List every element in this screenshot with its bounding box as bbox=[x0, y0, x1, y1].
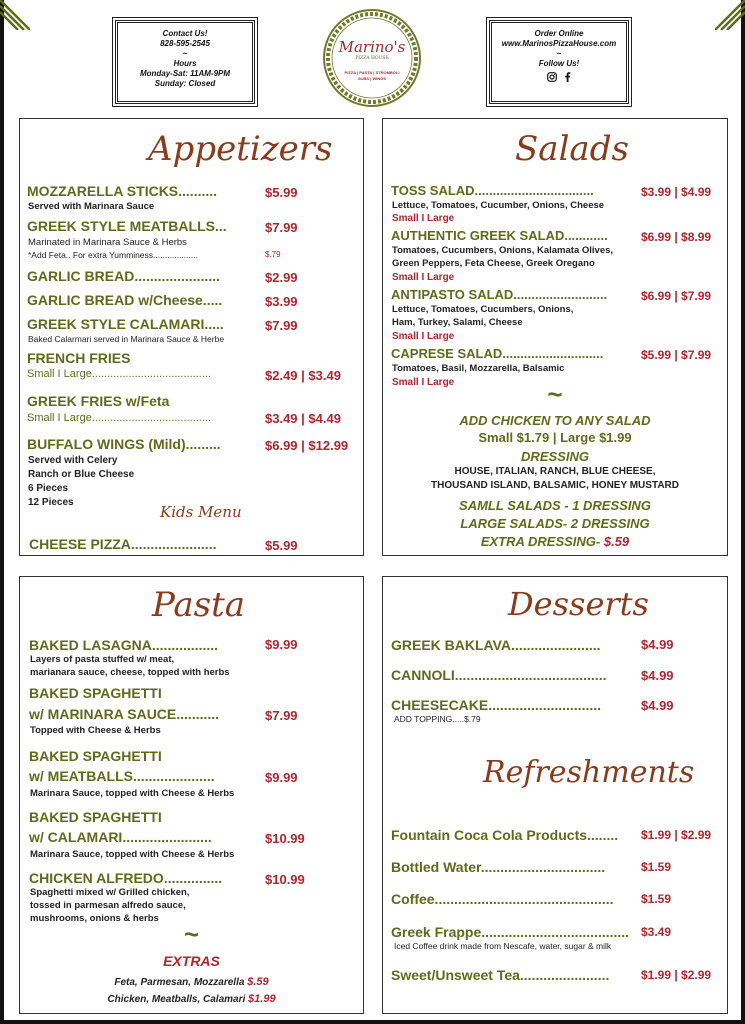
menu-item-name: Fountain Coca Cola Products........ bbox=[391, 827, 619, 843]
pasta-title: Pasta bbox=[152, 585, 246, 625]
extra-dressing bbox=[383, 534, 727, 549]
facebook-icon[interactable] bbox=[564, 72, 571, 82]
menu-item-desc: 12 Pieces bbox=[28, 497, 74, 508]
website-link[interactable]: www.MarinosPizzaHouse.com bbox=[501, 39, 617, 48]
menu-item-price: $10.99 bbox=[265, 831, 305, 846]
menu-item-name: GREEK STYLE MEATBALLS... bbox=[27, 218, 227, 234]
menu-item-sizes: Small I Large....................................... bbox=[27, 412, 211, 424]
small-salad-rule: SAMLL SALADS - 1 DRESSING bbox=[459, 498, 651, 513]
salads-title: Salads bbox=[515, 129, 629, 169]
menu-item-name: BAKED LASAGNA................. bbox=[29, 637, 219, 653]
dressing-options: THOUSAND ISLAND, BALSAMIC, HONEY MUSTARD bbox=[431, 480, 679, 491]
add-chicken-heading: ADD CHICKEN TO ANY SALAD bbox=[459, 413, 651, 428]
menu-item-desc: Marinated in Marinara Sauce & Herbs bbox=[28, 237, 187, 248]
desserts-panel bbox=[382, 576, 728, 1014]
menu-item-desc: ADD TOPPING.....$.79 bbox=[394, 714, 481, 724]
instagram-icon[interactable] bbox=[547, 72, 557, 82]
extras-price: $1.99 bbox=[248, 993, 276, 1005]
menu-item-name: Sweet/Unsweet Tea....................... bbox=[391, 967, 610, 983]
menu-item-price: $5.99 | $7.99 bbox=[641, 348, 712, 362]
menu-item-price: $1.59 bbox=[641, 892, 672, 906]
menu-item-desc: Served with Marinara Sauce bbox=[28, 201, 155, 212]
dressing-options: HOUSE, ITALIAN, RANCH, BLUE CHEESE, bbox=[454, 466, 656, 477]
extra-dressing-label: EXTRA DRESSING- bbox=[480, 534, 601, 549]
dressing-title: DRESSING bbox=[521, 449, 589, 464]
phone-number[interactable]: 828-595-2545 bbox=[160, 39, 210, 48]
separator: ~ bbox=[182, 49, 188, 58]
menu-item-sizes: Small I Large bbox=[392, 272, 455, 283]
contact-title: Contact Us! bbox=[162, 29, 208, 38]
tilde-divider: ~ bbox=[183, 919, 200, 949]
menu-item-price: $6.99 | $12.99 bbox=[265, 438, 349, 453]
menu-item-price: $7.99 bbox=[265, 220, 298, 235]
logo-subtitle: PIZZA HOUSE bbox=[355, 56, 389, 61]
menu-item-price: $7.99 bbox=[265, 318, 298, 333]
menu-item-price: $3.49 bbox=[641, 925, 672, 939]
menu-item-price: $2.99 bbox=[265, 270, 298, 285]
extras-title: EXTRAS bbox=[163, 953, 220, 969]
menu-item-name: BAKED SPAGHETTI bbox=[29, 809, 162, 825]
social-icons bbox=[492, 72, 626, 82]
menu-item-desc: Layers of pasta stuffed w/ meat, bbox=[30, 654, 175, 665]
menu-item-desc: Ranch or Blue Cheese bbox=[28, 469, 135, 480]
contact-box bbox=[115, 20, 255, 104]
salads-panel bbox=[382, 118, 728, 556]
menu-item-desc: Lettuce, Tomatoes, Cucumber, Onions, Cheese bbox=[392, 200, 605, 211]
menu-item-price: $4.99 bbox=[641, 698, 674, 713]
hours-sunday: Sunday: Closed bbox=[154, 79, 216, 88]
menu-item-desc: Topped with Cheese & Herbs bbox=[30, 725, 161, 736]
menu-item-desc: tossed in parmesan alfredo sauce, bbox=[30, 900, 186, 911]
menu-item-name: Greek Frappe...................................... bbox=[391, 924, 630, 940]
menu-item-desc: 6 Pieces bbox=[28, 483, 69, 494]
menu-item-desc: Marinara Sauce, topped with Cheese & Herbs bbox=[30, 788, 235, 799]
menu-item-extra: *Add Feta.. For extra Yumminess................... bbox=[28, 250, 198, 260]
menu-item-price: $1.99 | $2.99 bbox=[641, 828, 712, 842]
logo-tagline: PIZZA | PASTA | STROMBOLI bbox=[344, 70, 400, 75]
logo-name: Marino's bbox=[338, 38, 406, 56]
corner-ornament-left bbox=[0, 0, 30, 30]
menu-item-price: $6.99 | $7.99 bbox=[641, 289, 712, 303]
menu-item-price: $1.99 | $2.99 bbox=[641, 968, 712, 982]
add-chicken-prices: Small $1.79 | Large $1.99 bbox=[478, 430, 632, 445]
menu-item-name: TOSS SALAD................................. bbox=[391, 183, 594, 198]
corner-ornament-right bbox=[715, 0, 745, 30]
menu-item-sizes: Small I Large bbox=[392, 213, 455, 224]
menu-item-name: CANNOLI....................................... bbox=[391, 667, 607, 683]
menu-item-name: BAKED SPAGHETTI bbox=[29, 748, 162, 764]
menu-item-desc: Iced Coffee drink made from Nescafe, water, sugar & milk bbox=[394, 941, 612, 951]
menu-item-name: w/ MEATBALLS..................... bbox=[29, 768, 215, 784]
order-box bbox=[489, 20, 629, 104]
menu-item-desc: Green Peppers, Feta Cheese, Greek Oregano bbox=[392, 258, 595, 269]
menu-item-name: Bottled Water................................ bbox=[391, 859, 606, 875]
logo-tagline-2: SUBS | WINGS bbox=[357, 76, 386, 81]
menu-item-sizes: Small I Large....................................... bbox=[27, 368, 211, 380]
menu-item-name: AUTHENTIC GREEK SALAD............ bbox=[391, 228, 608, 243]
desserts-title: Desserts bbox=[508, 585, 649, 623]
menu-item-desc: Baked Calarmari served in Marinara Sauce & Herbe bbox=[28, 334, 225, 344]
menu-item-sizes: Small I Large bbox=[392, 331, 455, 342]
menu-item-name: CAPRESE SALAD............................ bbox=[391, 346, 604, 361]
menu-item-name: FRENCH FRIES bbox=[27, 350, 131, 366]
menu-item-price: $10.99 bbox=[265, 872, 305, 887]
extras-price: $.59 bbox=[247, 976, 269, 988]
extras-line bbox=[20, 993, 363, 1005]
extras-items: Chicken, Meatballs, Calamari bbox=[107, 994, 246, 1005]
menu-item-name: BUFFALO WINGS (Mild)......... bbox=[27, 436, 221, 452]
menu-item-price: $4.99 bbox=[641, 668, 674, 683]
menu-item-price: $5.99 bbox=[265, 538, 298, 553]
menu-item-price: $3.99 bbox=[265, 294, 298, 309]
menu-item-price: $4.99 bbox=[641, 637, 674, 652]
menu-item-desc: marianara sauce, cheese, topped with herbs bbox=[30, 667, 230, 678]
menu-item-price: $9.99 bbox=[265, 637, 298, 652]
menu-item-desc: Lettuce, Tomatoes, Cucumbers, Onions, bbox=[392, 304, 574, 315]
menu-item-name: GREEK BAKLAVA....................... bbox=[391, 637, 601, 653]
menu-item-price: $6.99 | $8.99 bbox=[641, 230, 712, 244]
appetizers-title: Appetizers bbox=[148, 129, 333, 169]
kids-menu-title: Kids Menu bbox=[160, 503, 242, 521]
menu-item-name: CHEESECAKE............................. bbox=[391, 697, 602, 713]
menu-item-extra-price: $.79 bbox=[265, 250, 281, 259]
appetizers-panel bbox=[19, 118, 364, 556]
extras-line bbox=[20, 976, 363, 988]
menu-item-name: w/ MARINARA SAUCE........... bbox=[29, 706, 220, 722]
follow-label: Follow Us! bbox=[538, 59, 580, 68]
extras-items: Feta, Parmesan, Mozzarella bbox=[114, 977, 245, 988]
menu-item-name: BAKED SPAGHETTI bbox=[29, 685, 162, 701]
extra-dressing-price: $.59 bbox=[603, 534, 630, 549]
menu-item-sizes: Small I Large bbox=[392, 377, 455, 388]
menu-item-desc: mushrooms, onions & herbs bbox=[30, 913, 159, 924]
menu-item-name: CHEESE PIZZA...................... bbox=[29, 536, 217, 552]
menu-item-name: Coffee.............................................. bbox=[391, 891, 614, 907]
menu-item-desc: Marinara Sauce, topped with Cheese & Herbs bbox=[30, 849, 235, 860]
menu-item-price: $9.99 bbox=[265, 770, 298, 785]
hours-weekday: Monday-Sat: 11AM-9PM bbox=[139, 69, 231, 78]
menu-item-name: GREEK FRIES w/Feta bbox=[27, 393, 170, 409]
menu-item-price: $2.49 | $3.49 bbox=[265, 368, 341, 383]
menu-item-name: GARLIC BREAD w/Cheese..... bbox=[27, 292, 223, 308]
menu-item-desc: Served with Celery bbox=[28, 455, 118, 466]
menu-item-price: $3.49 | $4.49 bbox=[265, 411, 341, 426]
menu-item-desc: Tomatoes, Cucumbers, Onions, Kalamata Olives, bbox=[392, 245, 614, 256]
menu-item-name: MOZZARELLA STICKS.......... bbox=[27, 183, 218, 199]
refreshments-title: Refreshments bbox=[483, 755, 695, 790]
hours-title: Hours bbox=[173, 59, 197, 68]
menu-item-price: $1.59 bbox=[641, 860, 672, 874]
menu-item-price: $5.99 bbox=[265, 185, 298, 200]
menu-item-price: $7.99 bbox=[265, 708, 298, 723]
menu-item-desc: Tomatoes, Basil, Mozzarella, Balsamic bbox=[392, 363, 565, 374]
separator: ~ bbox=[556, 49, 562, 58]
menu-item-name: w/ CALAMARI....................... bbox=[29, 829, 212, 845]
menu-item-price: $3.99 | $4.99 bbox=[641, 185, 712, 199]
order-title: Order Online bbox=[534, 29, 584, 38]
tilde-divider: ~ bbox=[547, 379, 563, 409]
menu-item-name: GARLIC BREAD...................... bbox=[27, 268, 220, 284]
pasta-panel bbox=[19, 576, 364, 1014]
menu-item-name: GREEK STYLE CALAMARI..... bbox=[27, 316, 224, 332]
menu-item-name: ANTIPASTO SALAD.......................... bbox=[391, 287, 608, 302]
large-salad-rule: LARGE SALADS- 2 DRESSING bbox=[460, 516, 650, 531]
menu-item-desc: Ham, Turkey, Salami, Cheese bbox=[392, 317, 523, 328]
menu-item-name: CHICKEN ALFREDO............... bbox=[29, 870, 223, 886]
menu-item-desc: Spaghetti mixed w/ Grilled chicken, bbox=[30, 887, 190, 898]
